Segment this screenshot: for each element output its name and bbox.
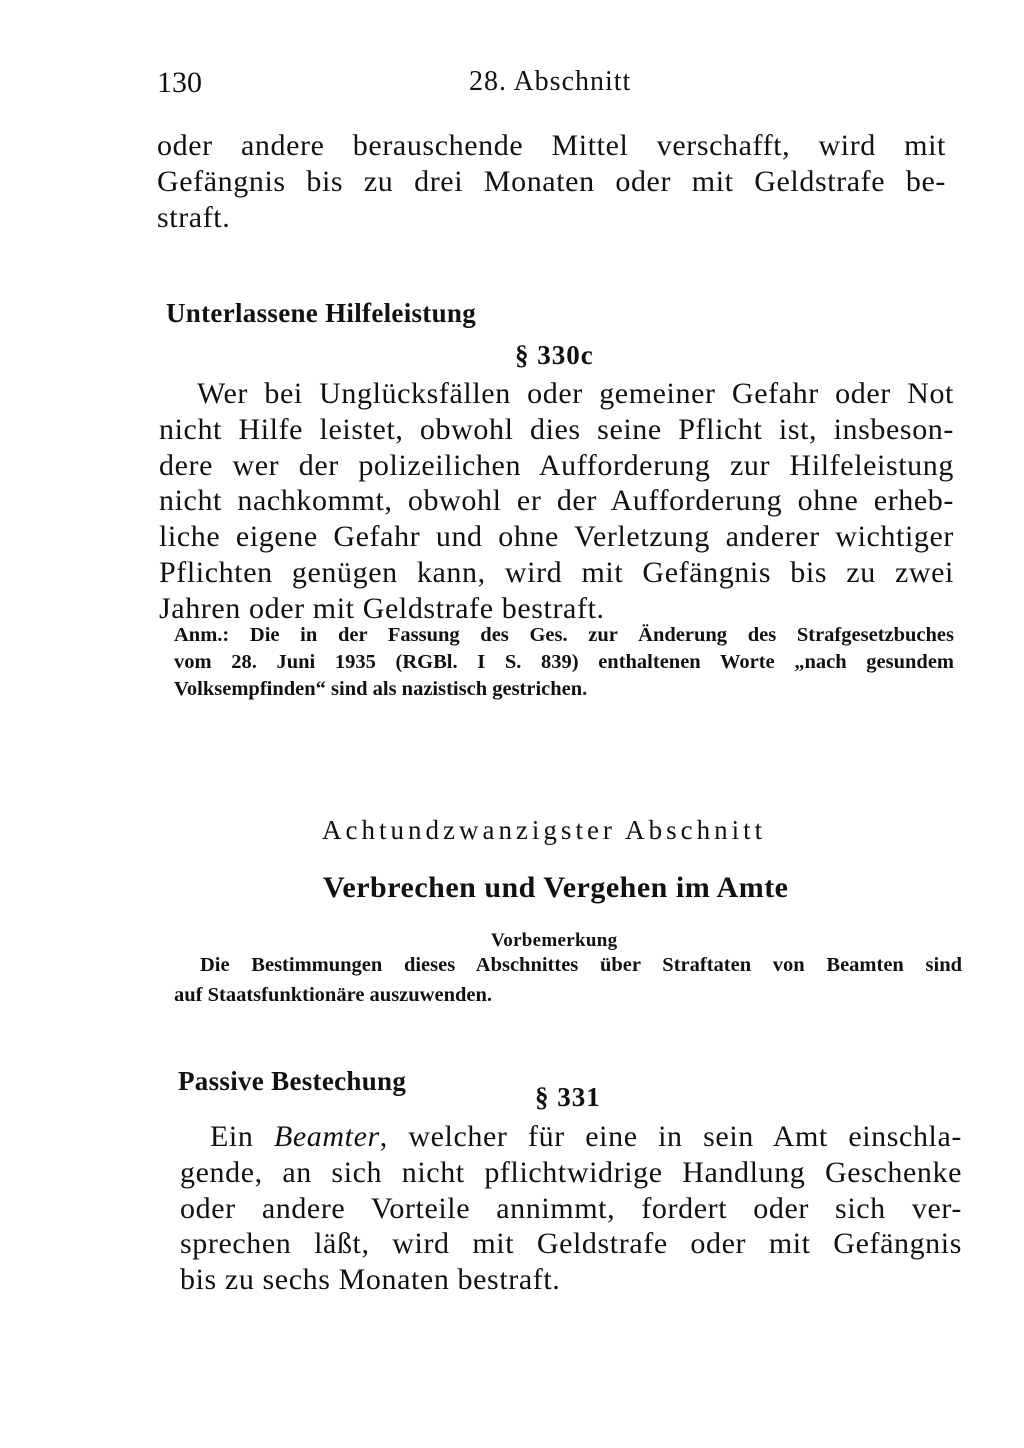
text-line: Jahren oder mit Geldstrafe bestraft. bbox=[159, 591, 605, 625]
text-segment: Ein bbox=[210, 1120, 274, 1153]
preliminary-remark bbox=[174, 950, 962, 1010]
running-title: 28. Abschnitt bbox=[469, 66, 632, 97]
text-line: oder andere berauschende Mittel verschafft, wird mit bbox=[157, 129, 946, 162]
text-line: Gefängnis bis zu drei Monaten oder mit Geldstrafe be- bbox=[157, 164, 946, 198]
section-number-331: § 331 bbox=[535, 1082, 601, 1112]
text-line: Wer bei Unglücksfällen oder gemeiner Gefahr oder Not bbox=[197, 377, 954, 410]
text-line: straft. bbox=[157, 200, 231, 234]
text-line: sprechen läßt, wird mit Geldstrafe oder mit Gefängnis bbox=[180, 1227, 962, 1261]
text-line: Pflichten genügen kann, wird mit Gefängnis bis zu zwei bbox=[159, 555, 954, 589]
text-line: oder andere Vorteile annimmt, fordert oder sich ver- bbox=[180, 1191, 962, 1225]
text-line: nicht nachkommt, obwohl er der Aufforderung ohne erheb- bbox=[159, 484, 954, 518]
annotation-note bbox=[174, 622, 954, 703]
text-line bbox=[180, 1119, 962, 1155]
section-number-330c: § 330c bbox=[515, 340, 594, 370]
continuation-paragraph bbox=[157, 128, 946, 235]
side-heading-330c: Unterlassene Hilfeleistung bbox=[166, 298, 477, 328]
chapter-subtitle: Verbrechen und Vergehen im Amte bbox=[323, 871, 789, 904]
prelim-line: auf Staatsfunktionäre auszuwenden. bbox=[174, 984, 493, 1006]
prelim-line: Die Bestimmungen dieses Abschnittes über Straftaten von Beamten sind bbox=[200, 954, 962, 976]
text-line: nicht Hilfe leistet, obwohl dies seine Pflicht ist, insbeson- bbox=[159, 412, 954, 446]
paragraph-330c bbox=[159, 376, 954, 627]
text-segment: , welcher für eine in sein Amt einschla- bbox=[379, 1120, 962, 1153]
note-line: Anm.: Die in der Fassung des Ges. zur Änderung des Strafgesetzbuches bbox=[174, 624, 954, 646]
note-line: Volksempfinden“ sind als nazistisch gestrichen. bbox=[174, 678, 588, 700]
text-line: bis zu sechs Monaten bestraft. bbox=[180, 1263, 561, 1297]
text-line: dere wer der polizeilichen Aufforderung zur Hilfeleistung bbox=[159, 448, 954, 482]
emphasized-term: Beamter bbox=[273, 1120, 380, 1153]
side-heading-331: Passive Bestechung bbox=[178, 1066, 407, 1096]
paragraph-331 bbox=[180, 1119, 962, 1298]
page-number: 130 bbox=[157, 66, 202, 99]
chapter-title: Achtundzwanzigster Abschnitt bbox=[322, 815, 767, 845]
note-line: vom 28. Juni 1935 (RGBl. I S. 839) enthaltenen Worte „nach gesundem bbox=[174, 651, 954, 673]
text-line: gende, an sich nicht pflichtwidrige Handlung Geschenke bbox=[180, 1155, 962, 1189]
text-line: liche eigene Gefahr und ohne Verletzung anderer wichtiger bbox=[159, 520, 954, 554]
preliminary-remark-heading: Vorbemerkung bbox=[491, 930, 618, 951]
